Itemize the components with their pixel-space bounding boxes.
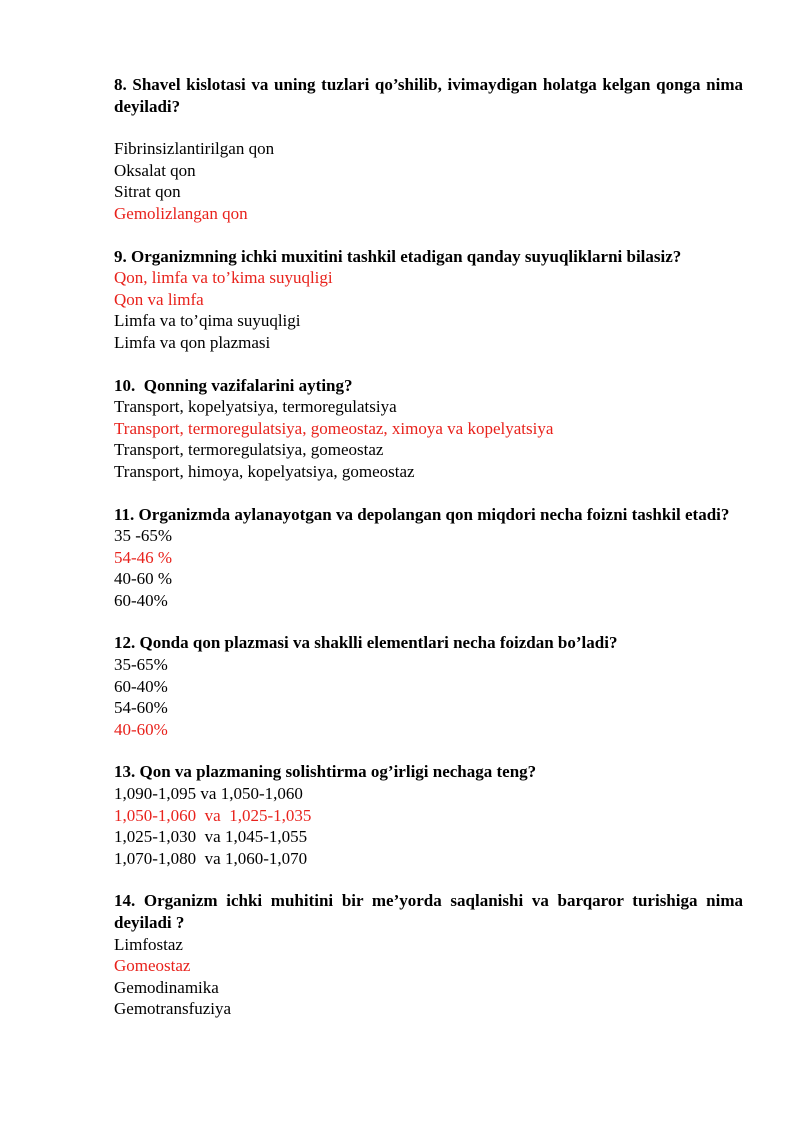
question-11-option-2-correct: 54-46 %	[114, 547, 173, 567]
question-11-text: 11. Organizmda aylanayotgan va depolangan qon miqdori necha foizni tashkil etadi?	[114, 504, 730, 524]
question-10-option-2-correct: Transport, termoregulatsiya, gomeostaz, ximoya va kopelyatsiya	[114, 418, 554, 438]
question-11-option-1: 35 -65%	[114, 526, 173, 546]
question-14-text: 14. Organizm ichki muhitini bir me’yorda saqlanishi va barqaror turishiga nima deyiladi ?	[114, 891, 743, 932]
question-13	[114, 761, 743, 869]
question-13-option-1: 1,090-1,095 va 1,050-1,060	[114, 784, 303, 804]
question-10-option-1: Transport, kopelyatsiya, termoregulatsiya	[114, 397, 397, 417]
question-8-option-1: Fibrinsizlantirilgan qon	[114, 139, 275, 159]
question-8-text: 8. Shavel kislotasi va uning tuzlari qo’shilib, ivimaydigan holatga kelgan qonga nima deyiladi?	[114, 75, 743, 116]
question-12-option-4-correct: 40-60%	[114, 719, 168, 739]
question-10-text: 10. Qonning vazifalarini ayting?	[114, 375, 353, 395]
question-12-option-1: 35-65%	[114, 655, 168, 675]
question-12-text: 12. Qonda qon plazmasi va shaklli elementlari necha foizdan bo’ladi?	[114, 633, 618, 653]
question-10-option-3: Transport, termoregulatsiya, gomeostaz	[114, 440, 384, 460]
question-14	[114, 890, 743, 1020]
question-9-option-3: Limfa va to’qima suyuqligi	[114, 311, 301, 331]
question-11-option-3: 40-60 %	[114, 569, 173, 589]
document-page	[114, 74, 743, 1041]
question-13-option-2-correct: 1,050-1,060 va 1,025-1,035	[114, 805, 312, 825]
question-11-option-4: 60-40%	[114, 590, 168, 610]
question-13-text: 13. Qon va plazmaning solishtirma og’irligi nechaga teng?	[114, 762, 537, 782]
question-14-option-2-correct: Gomeostaz	[114, 956, 191, 976]
question-12-option-2: 60-40%	[114, 676, 168, 696]
question-12-option-3: 54-60%	[114, 698, 168, 718]
question-9	[114, 246, 743, 354]
question-14-option-3: Gemodinamika	[114, 977, 219, 997]
question-8-option-3: Sitrat qon	[114, 182, 181, 202]
question-10	[114, 375, 743, 483]
question-9-option-2-correct: Qon va limfa	[114, 289, 204, 309]
question-9-option-4: Limfa va qon plazmasi	[114, 332, 271, 352]
question-9-option-1-correct: Qon, limfa va to’kima suyuqligi	[114, 268, 333, 288]
question-13-option-4: 1,070-1,080 va 1,060-1,070	[114, 848, 308, 868]
question-12	[114, 632, 743, 740]
question-8-option-2: Oksalat qon	[114, 160, 196, 180]
question-11	[114, 504, 743, 612]
question-14-option-1: Limfostaz	[114, 934, 183, 954]
question-10-option-4: Transport, himoya, kopelyatsiya, gomeostaz	[114, 461, 415, 481]
question-8-option-4-correct: Gemolizlangan qon	[114, 203, 248, 223]
question-14-option-4: Gemotransfuziya	[114, 999, 232, 1019]
question-9-text: 9. Organizmning ichki muxitini tashkil etadigan qanday suyuqliklarni bilasiz?	[114, 246, 682, 266]
question-13-option-3: 1,025-1,030 va 1,045-1,055	[114, 827, 308, 847]
question-8	[114, 74, 743, 225]
